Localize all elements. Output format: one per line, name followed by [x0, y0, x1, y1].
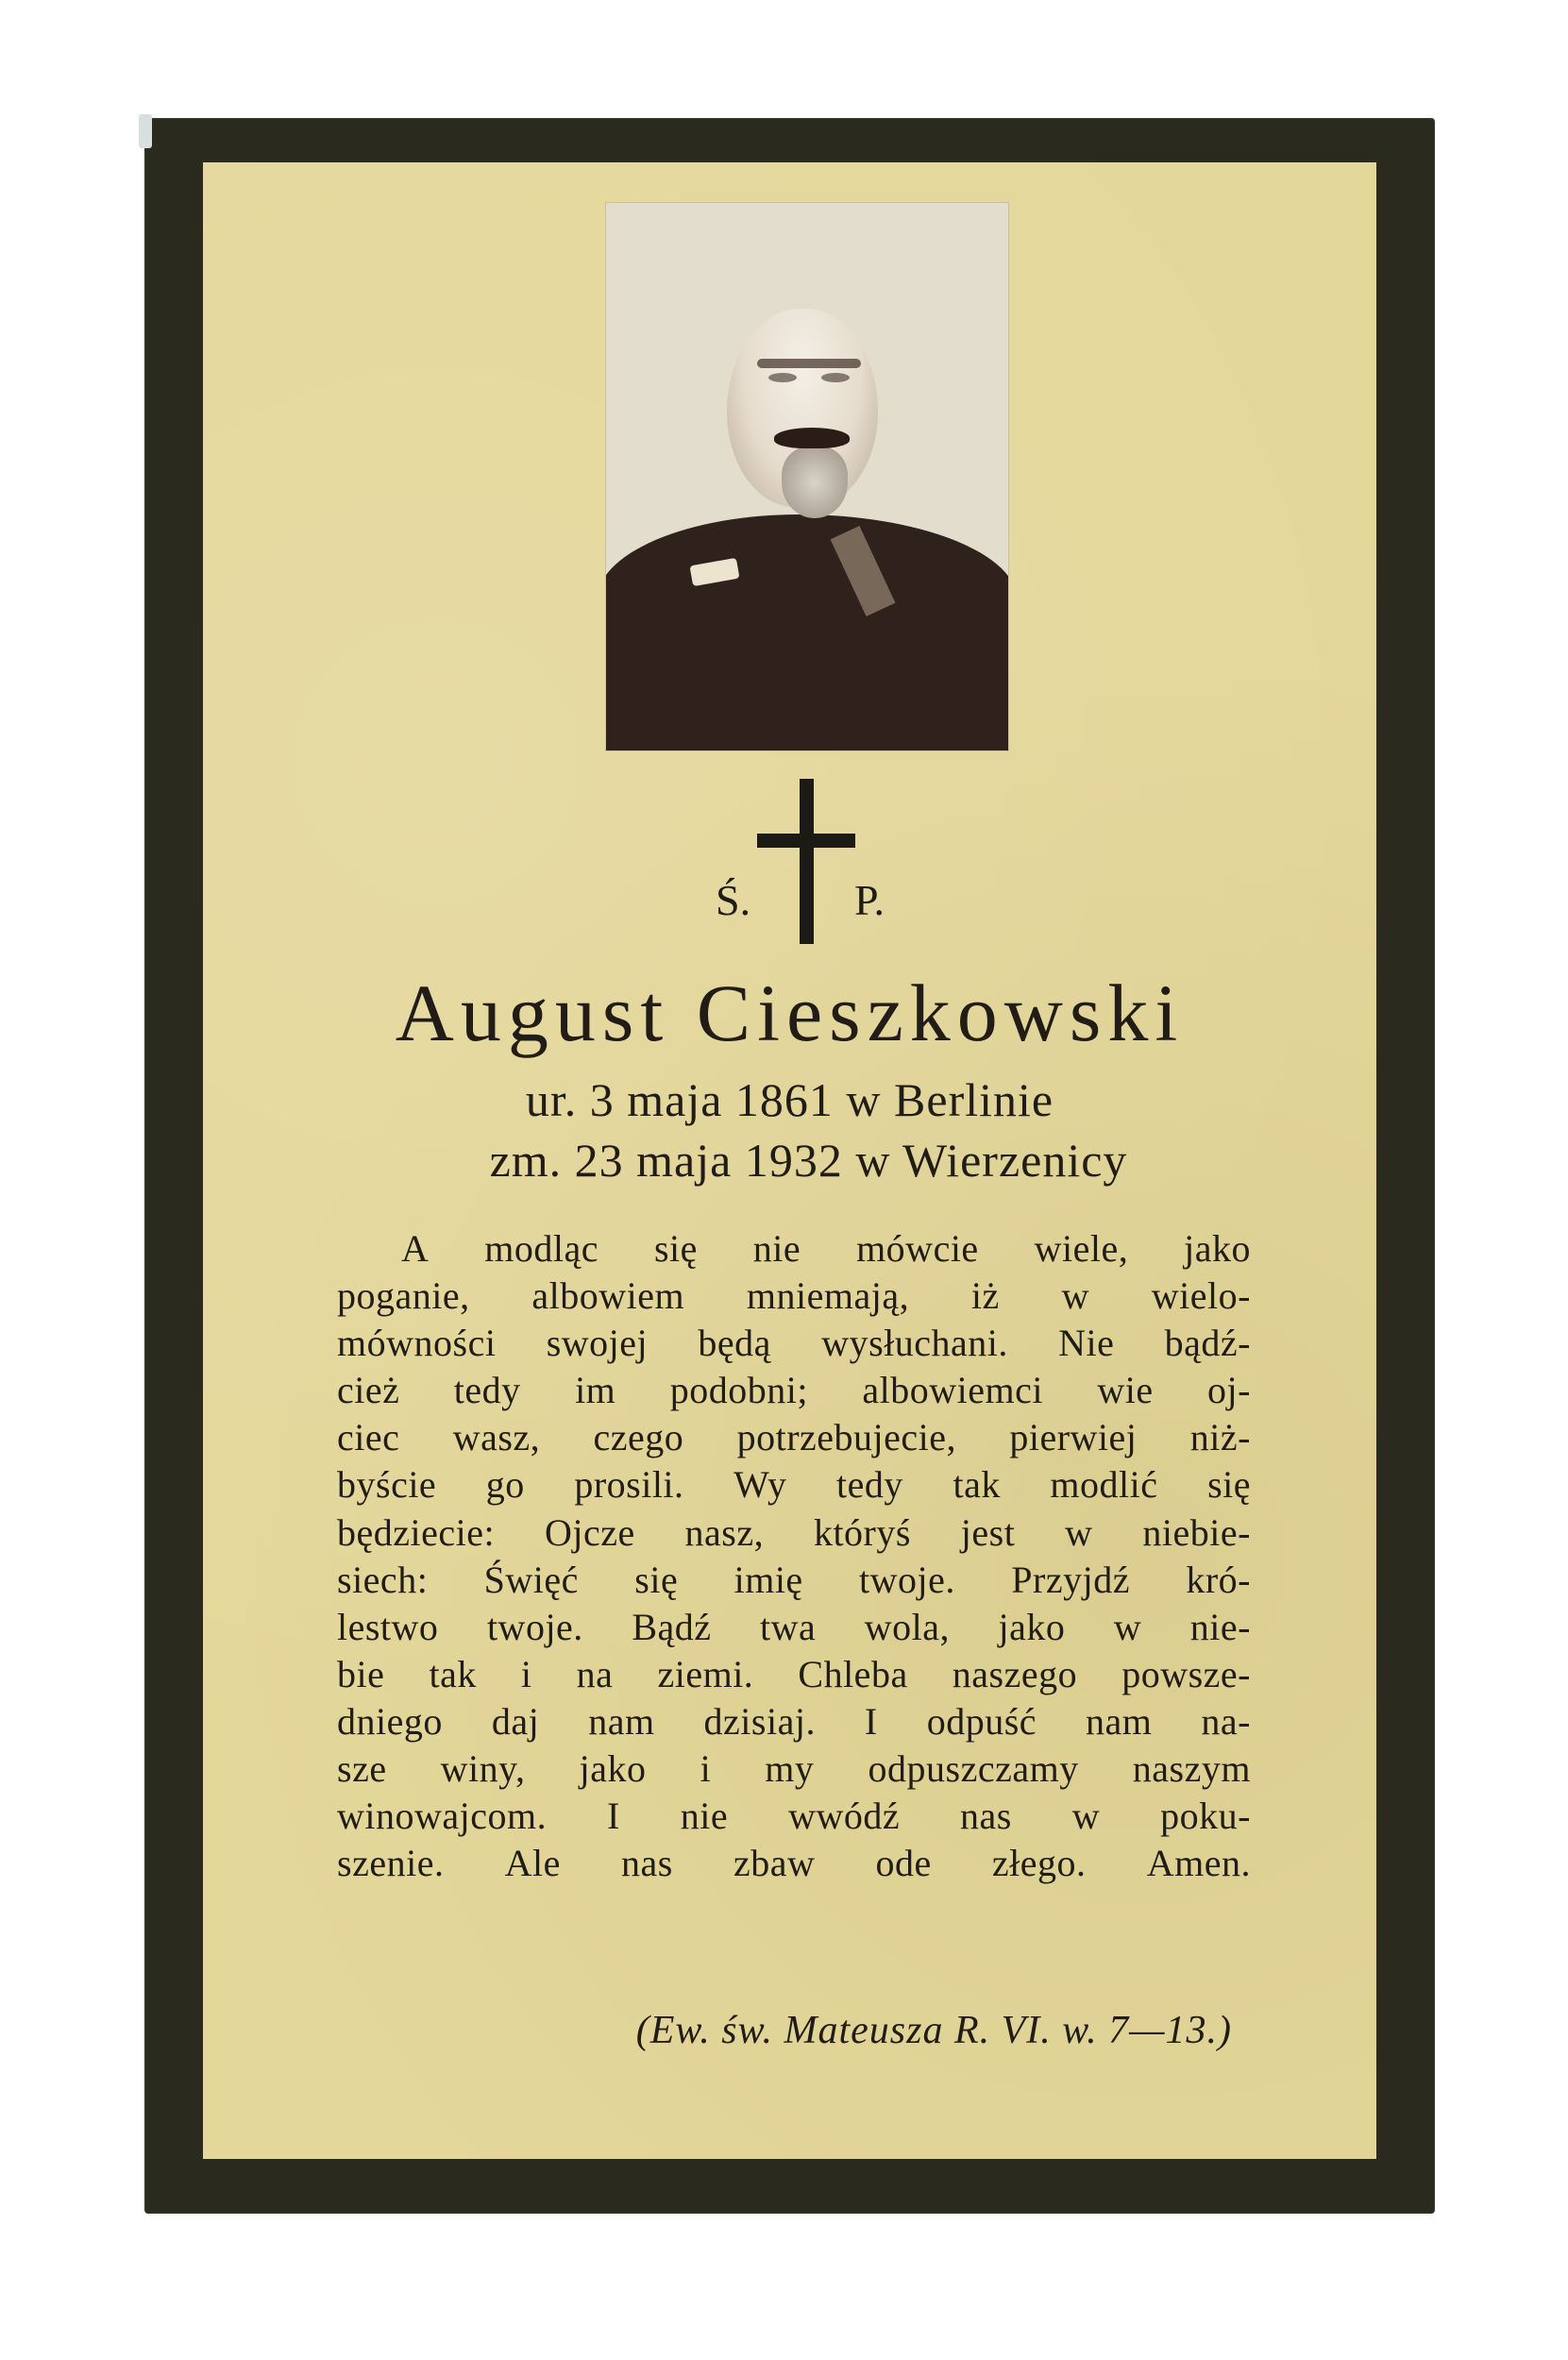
prayer-word: iż	[970, 1274, 1000, 1318]
photo-eye-right	[821, 373, 850, 382]
prayer-line	[337, 1414, 1251, 1461]
prayer-line	[337, 1320, 1251, 1367]
prayer-word: w	[1113, 1605, 1142, 1648]
prayer-word: sze	[337, 1747, 387, 1791]
prayer-word: wasz,	[452, 1416, 541, 1459]
photo-beard	[782, 447, 848, 518]
prayer-word: wwódź	[788, 1795, 901, 1838]
prayer-word: nie	[752, 1227, 801, 1270]
prayer-word: go	[485, 1463, 525, 1507]
prayer-word: nam	[1086, 1699, 1153, 1743]
prayer-word: będziecie:	[337, 1510, 496, 1554]
prayer-word: naszego	[952, 1652, 1078, 1695]
prayer-line	[337, 1604, 1251, 1651]
prayer-word: dniego	[337, 1699, 443, 1743]
photo-eye-left	[768, 373, 797, 382]
prayer-word: lestwo	[337, 1605, 439, 1648]
prayer-line	[337, 1273, 1251, 1320]
prayer-word: wysłuchani.	[821, 1322, 1008, 1365]
photo-brow	[757, 359, 861, 368]
prayer-word: tak	[953, 1463, 1001, 1507]
memorial-card	[144, 118, 1435, 2214]
prayer-word: prosili.	[574, 1463, 684, 1507]
prayer-word: nam	[588, 1699, 655, 1743]
prayer-word: nas	[621, 1842, 673, 1885]
scripture-citation: (Ew. św. Mateusza R. VI. w. 7—13.)	[635, 2009, 1232, 2052]
prayer-word: winy,	[440, 1747, 526, 1791]
prayer-word: wielo-	[1151, 1274, 1251, 1318]
prayer-word: odpuszczamy	[868, 1747, 1079, 1791]
prayer-word: Święć	[483, 1558, 579, 1601]
prayer-word: odpuść	[926, 1699, 1037, 1743]
prayer-word: czego	[593, 1416, 684, 1459]
prayer-word: ode	[875, 1842, 932, 1885]
prayer-line	[337, 1509, 1251, 1557]
prayer-line	[337, 1793, 1251, 1840]
prayer-word: na-	[1201, 1699, 1251, 1743]
prayer-word: Ojcze	[544, 1510, 635, 1554]
prayer-word: jako	[579, 1747, 647, 1791]
prayer-word: imię	[733, 1558, 803, 1601]
prayer-line	[337, 1745, 1251, 1793]
prayer-word: daj	[491, 1699, 540, 1743]
prayer-word: dzisiaj.	[703, 1699, 816, 1743]
prayer-word: modląc	[484, 1227, 599, 1270]
prayer-word: I	[607, 1795, 620, 1838]
prayer-word: albowiem	[531, 1274, 685, 1318]
prayer-word: powsze-	[1121, 1652, 1251, 1695]
prayer-word: któryś	[813, 1510, 911, 1554]
prayer-word: I	[864, 1699, 878, 1743]
prayer-word: cież	[337, 1369, 400, 1412]
card-paper-panel	[203, 162, 1376, 2159]
initial-right: P.	[854, 876, 885, 924]
prayer-word: mówcie	[856, 1227, 979, 1270]
prayer-word: ziemi.	[657, 1652, 754, 1695]
prayer-word: ciec	[337, 1416, 400, 1459]
photo-coat	[606, 514, 1008, 750]
prayer-word: się	[1207, 1463, 1251, 1507]
prayer-line	[337, 1840, 1251, 1887]
prayer-word: wie	[1097, 1369, 1154, 1412]
prayer-word: będą	[698, 1322, 771, 1365]
prayer-word: modlić	[1050, 1463, 1158, 1507]
prayer-word: bie	[337, 1652, 385, 1695]
prayer-word: poganie,	[337, 1274, 470, 1318]
prayer-word: mniemają,	[746, 1274, 910, 1318]
prayer-word: oj-	[1207, 1369, 1251, 1412]
prayer-word: my	[765, 1747, 815, 1791]
cross-icon-crossbar	[757, 834, 855, 848]
prayer-word: wiele,	[1034, 1227, 1129, 1270]
prayer-word: Przyjdź	[1011, 1558, 1130, 1601]
prayer-text	[337, 1225, 1251, 1887]
prayer-word: nas	[960, 1795, 1012, 1838]
prayer-word: A	[401, 1227, 430, 1270]
prayer-word: niż-	[1189, 1416, 1251, 1459]
prayer-word: siech:	[337, 1558, 429, 1601]
prayer-word: winowajcom.	[337, 1795, 548, 1838]
prayer-word: jako	[998, 1605, 1066, 1648]
prayer-word: pierwiej	[1009, 1416, 1138, 1459]
prayer-line	[337, 1651, 1251, 1698]
prayer-word: Wy	[733, 1463, 787, 1507]
prayer-word: szenie.	[337, 1842, 445, 1885]
initial-left: Ś.	[716, 876, 751, 924]
prayer-word: i	[520, 1652, 532, 1695]
prayer-word: i	[700, 1747, 712, 1791]
prayer-word: bądź-	[1164, 1322, 1251, 1365]
prayer-word: albowiemci	[862, 1369, 1043, 1412]
prayer-word: tedy	[453, 1369, 521, 1412]
prayer-word: tedy	[836, 1463, 903, 1507]
prayer-word: twoje.	[486, 1605, 583, 1648]
prayer-word: nie-	[1189, 1605, 1251, 1648]
prayer-word: Ale	[504, 1842, 561, 1885]
prayer-word: nie	[680, 1795, 729, 1838]
prayer-line	[337, 1461, 1251, 1509]
prayer-word: niebie-	[1142, 1510, 1251, 1554]
prayer-line	[337, 1225, 1251, 1273]
death-line: zm. 23 maja 1932 w Wierzenicy	[489, 1134, 1128, 1187]
prayer-word: złego.	[991, 1842, 1087, 1885]
prayer-word: swojej	[546, 1322, 649, 1365]
prayer-word: byście	[337, 1463, 437, 1507]
prayer-word: Nie	[1058, 1322, 1115, 1365]
prayer-word: w	[1071, 1795, 1101, 1838]
cross-icon	[800, 779, 814, 944]
photo-moustache	[774, 428, 850, 448]
prayer-word: się	[653, 1227, 698, 1270]
prayer-word: Bądź	[632, 1605, 712, 1648]
prayer-word: Chleba	[798, 1652, 908, 1695]
prayer-word: naszym	[1132, 1747, 1251, 1791]
deceased-name: August Cieszkowski	[395, 968, 1185, 1058]
prayer-word: w	[1061, 1274, 1089, 1318]
prayer-word: twoje.	[859, 1558, 955, 1601]
prayer-line	[337, 1557, 1251, 1604]
prayer-word: mówności	[337, 1322, 497, 1365]
prayer-word: Amen.	[1146, 1842, 1251, 1885]
prayer-word: zbaw	[733, 1842, 816, 1885]
prayer-word: nasz,	[684, 1510, 765, 1554]
prayer-word: potrzebujecie,	[736, 1416, 957, 1459]
prayer-word: im	[575, 1369, 616, 1412]
prayer-word: twa	[760, 1605, 817, 1648]
prayer-word: poku-	[1160, 1795, 1251, 1838]
birth-line: ur. 3 maja 1861 w Berlinie	[525, 1073, 1054, 1126]
prayer-word: jako	[1184, 1227, 1251, 1270]
prayer-word: tak	[429, 1652, 477, 1695]
prayer-line	[337, 1698, 1251, 1745]
prayer-word: na	[576, 1652, 614, 1695]
portrait-photo	[606, 203, 1008, 750]
prayer-word: w	[1065, 1510, 1093, 1554]
prayer-word: się	[634, 1558, 679, 1601]
prayer-word: jest	[960, 1510, 1016, 1554]
prayer-word: podobni;	[669, 1369, 808, 1412]
prayer-word: kró-	[1186, 1558, 1251, 1601]
prayer-word: wola,	[864, 1605, 951, 1648]
prayer-line	[337, 1367, 1251, 1414]
